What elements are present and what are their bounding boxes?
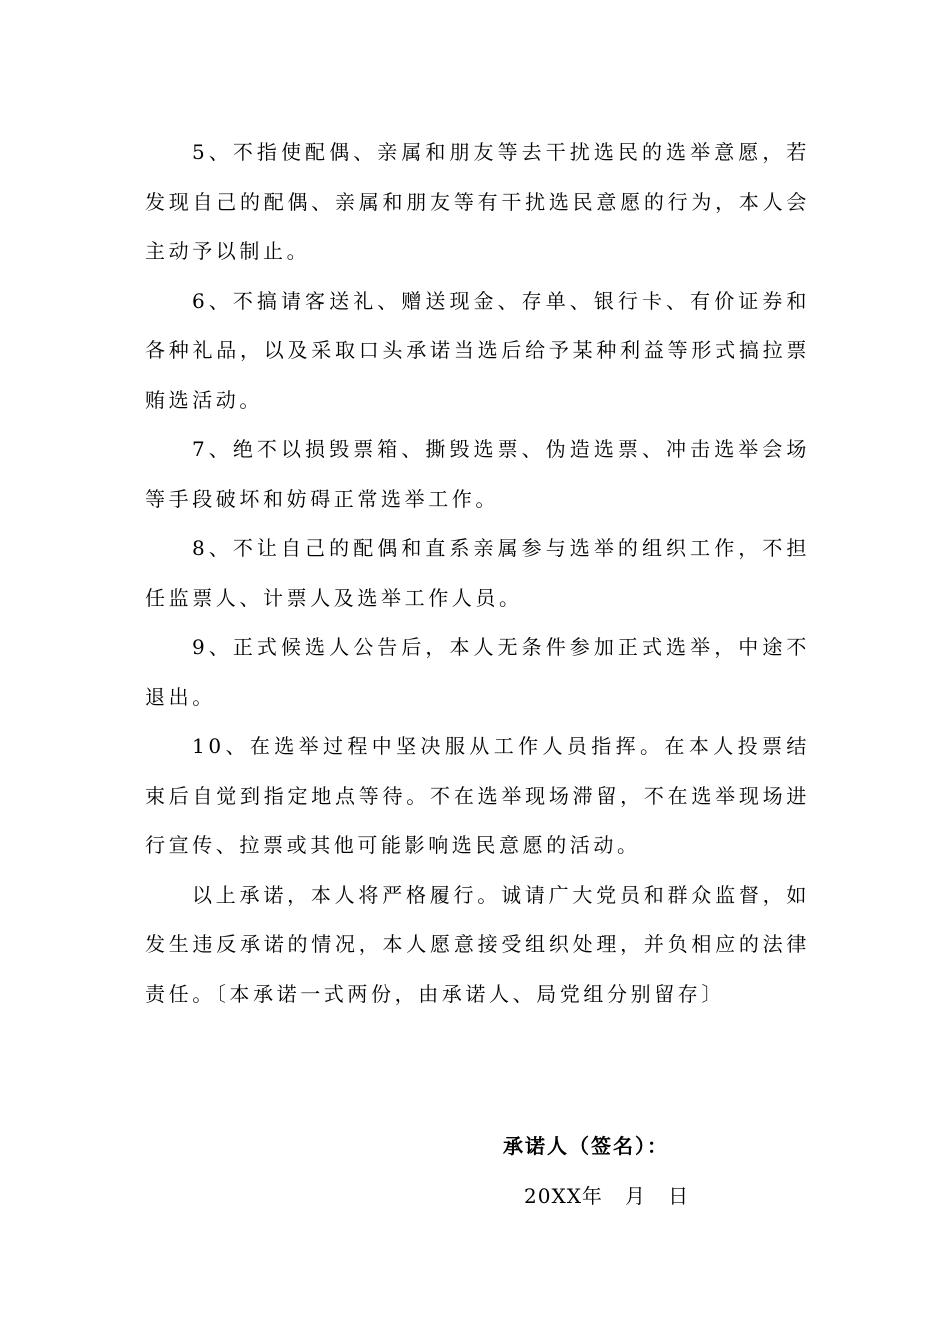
commitment-item-9: 9、正式候选人公告后，本人无条件参加正式选举，中途不退出。 bbox=[145, 635, 810, 709]
signature-label: 承诺人（签名）： bbox=[503, 1134, 669, 1158]
commitment-body bbox=[145, 128, 810, 1019]
commitment-item-10: 10、在选举过程中坚决服从工作人员指挥。在本人投票结束后自觉到指定地点等待。不在选举现场滞留，不在选举现场进行宣传、拉票或其他可能影响选民意愿的活动。 bbox=[145, 734, 810, 857]
commitment-item-7: 7、绝不以损毁票箱、撕毁选票、伪造选票、冲击选举会场等手段破坏和妨碍正常选举工作。 bbox=[145, 437, 810, 511]
closing-statement: 以上承诺，本人将严格履行。诚请广大党员和群众监督，如发生违反承诺的情况，本人愿意接受组织处理，并负相应的法律责任。〔本承诺一式两份，由承诺人、局党组分别留存〕 bbox=[145, 882, 810, 1006]
commitment-item-8: 8、不让自己的配偶和直系亲属参与选举的组织工作，不担任监票人、计票人及选举工作人员。 bbox=[145, 536, 810, 610]
signature-date: 20XX年 月 日 bbox=[524, 1184, 690, 1208]
commitment-item-6: 6、不搞请客送礼、赠送现金、存单、银行卡、有价证券和各种礼品，以及采取口头承诺当选后给予某种利益等形式搞拉票贿选活动。 bbox=[145, 288, 810, 412]
commitment-item-5: 5、不指使配偶、亲属和朋友等去干扰选民的选举意愿，若发现自己的配偶、亲属和朋友等有干扰选民意愿的行为，本人会主动予以制止。 bbox=[145, 140, 810, 263]
